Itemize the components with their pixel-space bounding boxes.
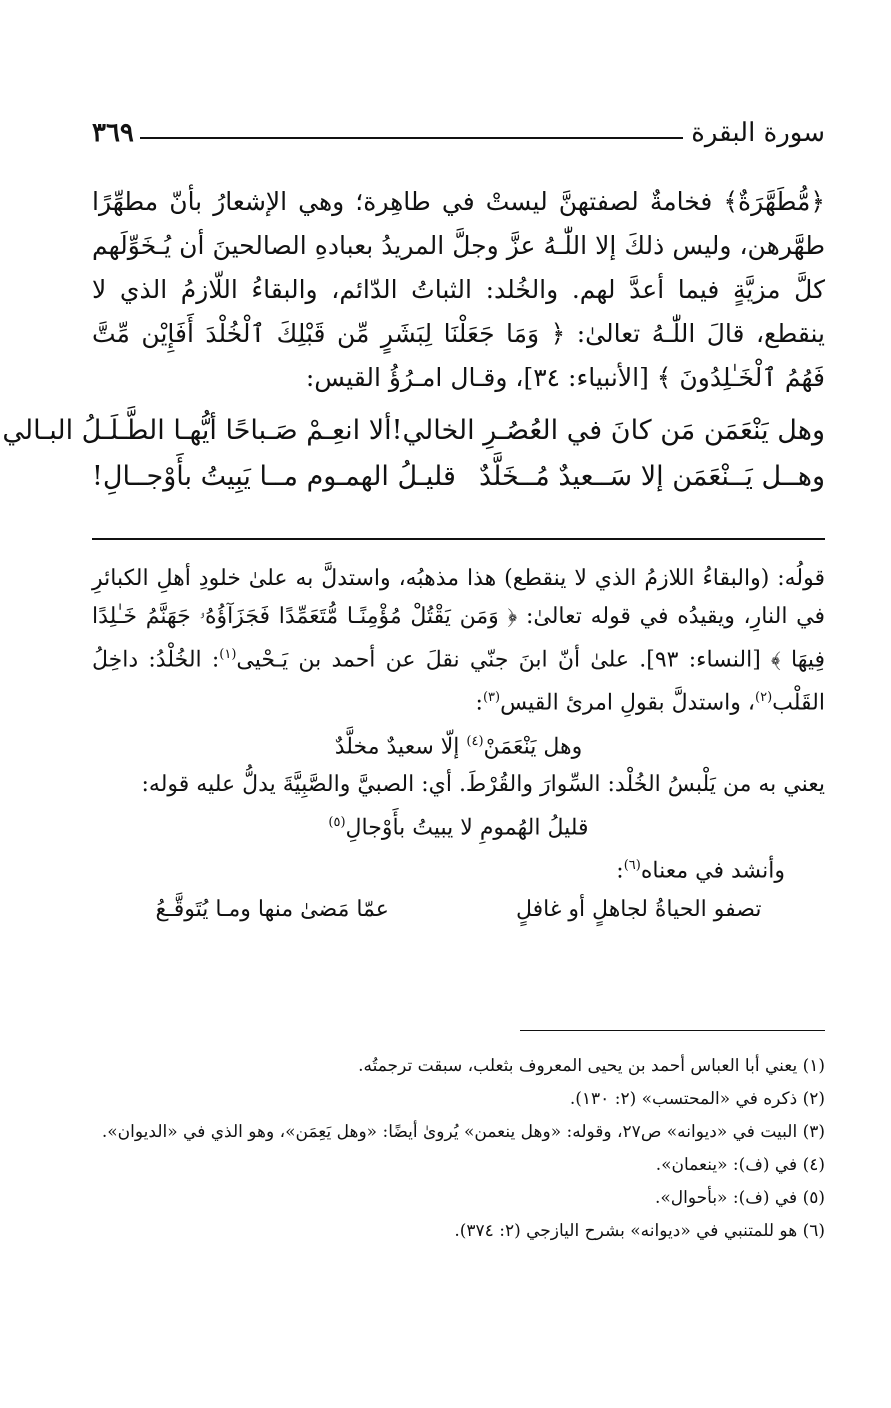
commentary-paragraph: يعني به من يَلْبسُ الخُلْد: السِّوارَ والقُرْطَ. أي: الصبيَّ والصَّبِيَّةَ يدلُّ عليه قوله: xyxy=(141,771,825,797)
commentary-text: قولُه: (والبقاءُ اللازمُ الذي لا ينقطع) هذا مذهبُه، واستدلَّ به علىٰ خلودِ أهلِ الكبائرِ في النارِ، ويقيدُه في قوله تعالىٰ: ﴿ وَمَن يَقْتُلْ مُؤْمِنًـا مُّتَعَمِّدًا فَجَزَآؤُهُۥ جَهَنَّمُ خَـٰلِدًا فِيهَا ﴾ [النساء: ٩٣]. علىٰ أنّ ابنَ جنّي نقلَ عن أحمد بن يَـحْيى xyxy=(92,566,825,673)
footnote: (٣) البيت في «ديوانه» ص٢٧، وقوله: «وهل ينعمن» يُروىٰ أيضًا: «وهل يَعِمَن»، وهو الذي في «الديوان». xyxy=(101,1122,825,1142)
footnote-ref: (٢) xyxy=(755,690,773,706)
commentary-text: : الخُلْدُ: داخِلُ القَلْب xyxy=(92,647,825,716)
quoted-verse xyxy=(92,891,825,929)
commentary-paragraph xyxy=(92,560,825,723)
footnote-ref: (٤) xyxy=(466,733,484,749)
surah-title: سورة البقرة xyxy=(691,118,825,148)
hemistich-first: وهل يَنْعَمَن مَن كانَ في العُصُـرِ الخالي! xyxy=(391,415,825,446)
commentary-paragraph xyxy=(92,847,825,890)
footnote-ref: (١) xyxy=(219,647,237,662)
quote-text: وهل يَنْعَمَنْ xyxy=(483,733,583,759)
footnote: (٢) ذكره في «المحتسب» (٢: ١٣٠). xyxy=(569,1089,825,1109)
verse-line xyxy=(2,408,825,454)
hemistich-second: ألا انعِـمْ صَـباحًا أيُّهـا الطَّـلَـلُ البـالي xyxy=(2,415,392,446)
hemistich-first: تصفو الحياةُ لجاهلٍ أو غافلٍ xyxy=(515,896,762,922)
footnote-separator xyxy=(520,1030,825,1031)
hemistich-second: قليـلُ الهمـوم مــا يَبِيتُ بأَوْجــالِ! xyxy=(92,461,456,492)
commentary xyxy=(92,560,825,929)
footnote-ref: (٥) xyxy=(328,814,346,830)
commentary-text: : xyxy=(475,690,483,716)
footnote: (٤) في (ف): «ينعمان». xyxy=(655,1155,825,1175)
quoted-verse xyxy=(92,723,825,766)
footnote: (١) يعني أبا العباس أحمد بن يحيى المعروف بثعلب، سبقت ترجمتُه. xyxy=(358,1056,825,1076)
footnote: (٥) في (ف): «بأحوال». xyxy=(654,1188,825,1208)
footnote: (٦) هو للمتنبي في «ديوانه» بشرح اليازجي (٢: ٣٧٤). xyxy=(454,1221,825,1241)
commentary-text: وأنشد في معناه xyxy=(640,858,785,884)
quote-text: قليلُ الهُمومِ لا يبيتُ بأَوْجالِ xyxy=(345,815,589,841)
header-rule xyxy=(140,137,683,139)
main-text xyxy=(2,180,825,500)
quoted-verse xyxy=(92,804,825,847)
verse-line xyxy=(92,454,825,500)
commentary-text: : xyxy=(616,858,624,884)
page-header xyxy=(92,108,825,148)
commentary-text: ، واستدلَّ بقولِ امرئ القيس xyxy=(500,690,756,716)
hemistich-first: وهــل يَــنْعَمَن إلا سَــعيدٌ مُــخَلَّدٌ xyxy=(478,461,825,492)
page-number: ٣٦٩ xyxy=(92,118,134,148)
poem xyxy=(2,408,825,500)
main-paragraph: ﴿مُّطَهَّرَةٌ﴾ فخامةٌ لصفتهنَّ ليستْ في طاهِرة؛ وهي الإشعارُ بأنّ مطهِّرًا طهَّرهن، وليس ذلكَ إلا اللّٰـهُ عزَّ وجلَّ المريدُ بعبادهِ الصالحينَ أن يُـخَوِّلَهم كلَّ مزيَّةٍ فيما أعدَّ لهم. والخُلد: الثباتُ الدّائم، والبقاءُ اللّازمُ الذي لا ينقطع، قالَ اللّٰـهُ تعالىٰ: ﴿ وَمَا جَعَلْنَا لِبَشَرٍ مِّن قَبْلِكَ ٱلْخُلْدَ أَفَإِيْن مِّتَّ فَهُمُ ٱلْخَـٰلِدُونَ ﴾ [الأنبياء: ٣٤]، وقـال امـرُؤُ القيس: xyxy=(92,187,825,392)
commentary-separator xyxy=(92,538,825,540)
hemistich-second: عمّا مَضىٰ منها ومـا يُتَوقَّـعُ xyxy=(155,896,389,922)
footnote-ref: (٦) xyxy=(623,858,641,874)
quote-text: إلّا سعيدٌ مخلَّدٌ xyxy=(334,733,467,759)
footnote-ref: (٣) xyxy=(482,690,501,706)
footnotes xyxy=(92,1050,825,1248)
